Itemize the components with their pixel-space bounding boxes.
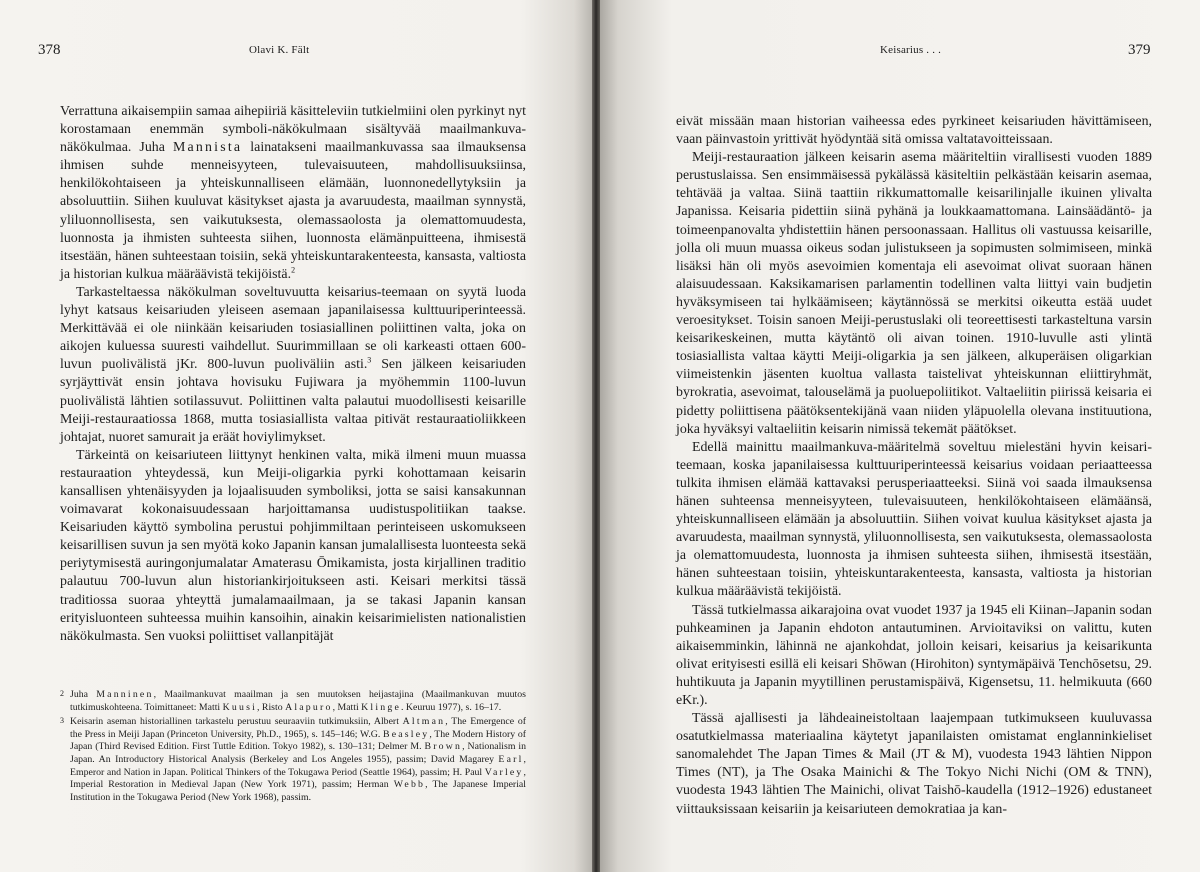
right-page — [600, 0, 1200, 872]
body-text — [60, 103, 526, 646]
paragraph-text: Tarkasteltaessa näkökulman soveltuvuutta keisarius-teemaan on syytä luoda lyhyt katsaus keisariuden yleiseen asemaan japanilaisessa kulttuuriperinteessä. Merkittävää ei ole niinkään keisariuden tosiasiallinen poliittinen valta, joka on aikojen kuluessa suuresti vaihdellut. Suurimmillaan se oli karkeasti ottaen 600-luvun puolivälistä jKr. 800-luvun puoliväliin asti. — [60, 284, 526, 373]
paragraph: Tässä tutkielmassa aikarajoina ovat vuodet 1937 ja 1945 eli Kiinan–Japanin sodan puhkeaminen ja Japanin ehdoton antautuminen. Arvioitaviksi on valittu, kuten aikaisemminkin, lähinnä ne ajankohdat, jolloin keisari, keisarius ja keisarikunta olivat erityisesti esillä eli keisari Shōwan (Hirohiton) syntymäpäivä Tenchōsetsu, 29. huhtikuuta ja Japanin myytillinen perustamispäivä, Kigensetsu, 11. helmikuuta (660 eKr.). — [676, 602, 1152, 708]
paragraph-text: Tärkeintä on keisariuteen liittynyt henkinen valta, mikä ilmeni muun muassa restauraation yhteydessä, kun Meiji-oligarkia pyrki kohottamaan keisarin kansallisen yhtenäisyyden ja lojaalisuuden symboliksi, jotta se saisi kansakunnan voimavarat kokonaisuudessaan harjoittamansa uudistuspolitiikan taakse. Keisariuden käyttö symbolina perustui pohjimmiltaan perinteiseen uskomukseen keisarillisen suvun ja sen myötä koko Japanin kansan jumalallisesta luonteesta sekä periytymisestä auringonjumalatar Amaterasu Ōmikamista, josta kirjallinen traditio palautuu 700-luvun alun historiankirjoitukseen asti. Keisari merkitsi tässä traditiossa suoraa yhteyttä jumalamaailmaan, ja se takasi Japanin kansan erityisluonteen suhteessa muihin kansoihin, ainakin keisarimielisten nationalistien näkökulmasta. Sen vuoksi poliittiset vallanpitäjät — [60, 447, 526, 644]
footnote — [60, 689, 526, 714]
footnote-text: , Imperial Restoration in Medieval Japan (New York 1971), passim; Herman — [70, 766, 526, 791]
paragraph — [60, 103, 526, 284]
footnote-ref: 2 — [291, 265, 296, 275]
paragraph-text: Sen jälkeen keisariuden syrjäyttivät ensin johtava hovisuku Fujiwara ja myöhemmin 1100-luvun puolivälistä lähtien sotilassuvut. Poliittinen valta palautui muodollisesti keisarille Meiji-restauraatiossa 1868, mutta tosiasiallista valtaa pitivät restauraatioliikkeen johtajat, nuoret samurait ja eräät hoviylimykset. — [60, 357, 527, 445]
footnote-text: . Keuruu 1977), s. 16–17. — [401, 701, 502, 713]
spaced-name: Beasley — [382, 728, 430, 740]
spaced-name: Manninen — [96, 689, 154, 700]
spaced-name: Kuusi — [222, 701, 258, 713]
paragraph: Edellä mainittu maailmankuva-määritelmä soveltuu mielestäni hyvin keisari-teemaan, koska japanilaisessa kulttuuriperinteessä keisarius voidaan periaatteessa tulkita ihmisen elämää kattavaksi perusperiaatteeksi. Siinä voi saada ilmauksensa hänen suhteensa menneisyyteen, tulevaisuuteen, henkilökohtaiseen elämäänsä, yhteiskunnalliseen elämään ja absoluuttiin. Siihen voivat kuulua käsitykset ajasta ja avaruudesta, maailman synnystä, yliluonnollisesta, sen vaikutuksesta, olemassaolosta ja olemattomuudesta, luonnosta ja ihmisen suhteesta siihen, ihmisestä itsestään, hänen suhteestaan toisiin, yhteiskuntarakenteesta, kansasta, valtiosta ja historian kulkua määräävistä tekijöistä. — [676, 439, 1152, 600]
spaced-name: Klinge — [361, 701, 402, 713]
paragraph — [60, 284, 526, 447]
footnote-text: , Maailmankuvat maailman ja sen muutoksen heijastajina (Maailmankuvan muutos tutkimuskohteena. Toimittaneet: Matti — [70, 689, 526, 713]
running-head: Olavi K. Fält — [249, 44, 310, 56]
footnote — [60, 716, 526, 804]
spaced-name: Webb — [393, 779, 426, 791]
spaced-name: Altman — [402, 716, 446, 728]
spaced-name: Alapuro — [285, 701, 333, 713]
body-text — [676, 113, 1152, 819]
left-page — [0, 0, 592, 872]
paragraph: Tässä ajallisesti ja lähdeaineistoltaan laajempaan tutkimukseen kuuluvassa osatutkielmassa materiaalina käytetyt japanilaisten omistamat englanninkieliset sanomalehdet The Japan Times & Mail (JT & M), vuodesta 1943 lähtien Nippon Times (NT), ja The Osaka Mainichi & The Tokyo Nichi Nichi (OM & TNN), vuodesta 1943 lähtien The Mainichi, olivat Taishō-kaudella (1912–1926) edustaneet viittauksissaan keisariin ja keisariuteen demokratiaa ja kan- — [676, 711, 1152, 817]
paragraph-text: lainatakseni maailmankuvassa saa ilmauksensa ihmisen suhde menneisyyteen, tulevaisuuteen, mahdollisuuksiinsa, henkilökohtaiseen ja yhteiskunnalliseen elämään, luonnonedellytyksiin ja absoluuttiin. Siihen kuuluvat käsitykset ajasta ja avaruudesta, maailman synnystä, yliluonnollisesta, sen vaikutuksesta, olemassaolosta ja olemattomuudesta, luonnosta ja ihmisten suhteesta siihen, luonnosta elämänpuitteena, ihmisestä itsestään, hänen suhteestaan toisiin, sekä yhteiskuntarakenteesta, kansasta, valtiosta ja historian kulkua määräävistä tekijöistä. — [60, 140, 526, 282]
page-number: 378 — [38, 42, 61, 58]
footnote-text: , Nationalism in Japan. An Introductory Historical Analysis (Berkeley and Los Angeles 1955), passim; David Magarey — [70, 741, 527, 765]
footnote-text: , The Japanese Imperial Institution in the Tokugawa Period (New York 1968), passim. — [70, 779, 526, 803]
footnote-mark: 2 — [60, 689, 64, 698]
book-gutter — [592, 0, 600, 872]
footnote-text: Keisarin aseman historiallinen tarkastelu perustuu seuraaviin tutkimuksiin, Albert — [70, 716, 403, 728]
paragraph: Meiji-restauraation jälkeen keisarin asema määriteltiin virallisesti vuoden 1889 perustuslaissa. Sen ensimmäisessä pykälässä käsiteltiin pelkästään keisarin asemaa, tehtävää ja valtaa. Siinä taattiin rikkumattomalle keisarilinjalle ikuinen ylivalta Japanissa. Keisaria pidettiin siinä pyhänä ja loukkaamattomana. Lainsäädäntö- ja toimeenpanovalta yhdistettiin hänen persoonassaan. Hallitus oli vastuussa keisarille, jolla oli muun muassa oikeus sodan julistukseen ja sopimusten solmimiseen, minkä lisäksi hän oli myös asevoimien komentaja eli asevoimat olivat suoraan hänen alaisuudessaan. Kaksikamarisen parlamentin todellinen valta liittyi vain budjetin hyväksymiseen tai hylkäämiseen; käytännössä se merkitsi oikeutta estää uudet veroesitykset. Toisin sanoen Meiji-perustuslaki oli teoreettisesti tarkasteltuna varsin keisarikeskeinen, mutta käytäntö oli aivan toinen. 1910-luvulle asti ylintä tosiasiallista valtaa käytti Meiji-oligarkia ja sen jälkeen, alkuperäisen oligarkian viimeistenkin jäsenten kuoltua vallasta taistelivat yhteiskunnan eliittiryhmät, byrokratia, asevoimat, talouselämä ja puoluepoliitikot. Valtaeliitin piirissä keisaria ei pidetty poliittisena päätöksentekijänä vaan niiden yläpuolella olevana instituutiona, joka hyväksyi valtaeliitin keisarin nimissä tekemät päätökset. — [676, 150, 1152, 437]
running-head: Keisarius . . . — [880, 44, 942, 56]
footnote-text: Juha — [70, 689, 97, 700]
spaced-name: Varley — [484, 766, 524, 778]
footnote-text: , Matti — [332, 701, 362, 713]
footnote-text: , Emperor and Nation in Japan. Political Thinkers of the Tokugawa Period (Seattle 1964), passim; H. Paul — [70, 753, 526, 778]
footnotes — [60, 689, 526, 806]
footnote-mark: 3 — [60, 716, 64, 726]
paragraph — [60, 447, 526, 646]
spaced-name: Mannista — [172, 140, 243, 156]
paragraph: eivät missään maan historian vaiheessa edes pyrkineet keisariuden hävittämiseen, vaan päinvastoin yrittivät hyödyntää sitä omissa valtatavoitteissaan. — [676, 114, 1152, 148]
footnote-text: , The Emergence of the Press in Meiji Japan (Princeton University, Ph.D., 1965), s. 145–146; W.G. — [70, 716, 526, 740]
page-number: 379 — [1128, 42, 1151, 58]
footnote-text: , The Modern History of Japan (Third Revised Edition. First Tuttle Edition. Tokyo 1982), s. 130–131; Delmer M. — [70, 728, 527, 753]
spaced-name: Earl — [498, 753, 524, 765]
paragraph-text: Verrattuna aikaisempiin samaa aihepiiriä käsitteleviin tutkielmiini olen pyrkinyt nyt korostamaan enemmän symboli-näkökulmaan sisältyvää maailmankuva-näkökulmaa. Juha — [60, 104, 526, 156]
footnote-ref: 3 — [367, 355, 372, 365]
spaced-name: Brown — [424, 741, 463, 753]
footnote-text: , Risto — [257, 701, 286, 713]
